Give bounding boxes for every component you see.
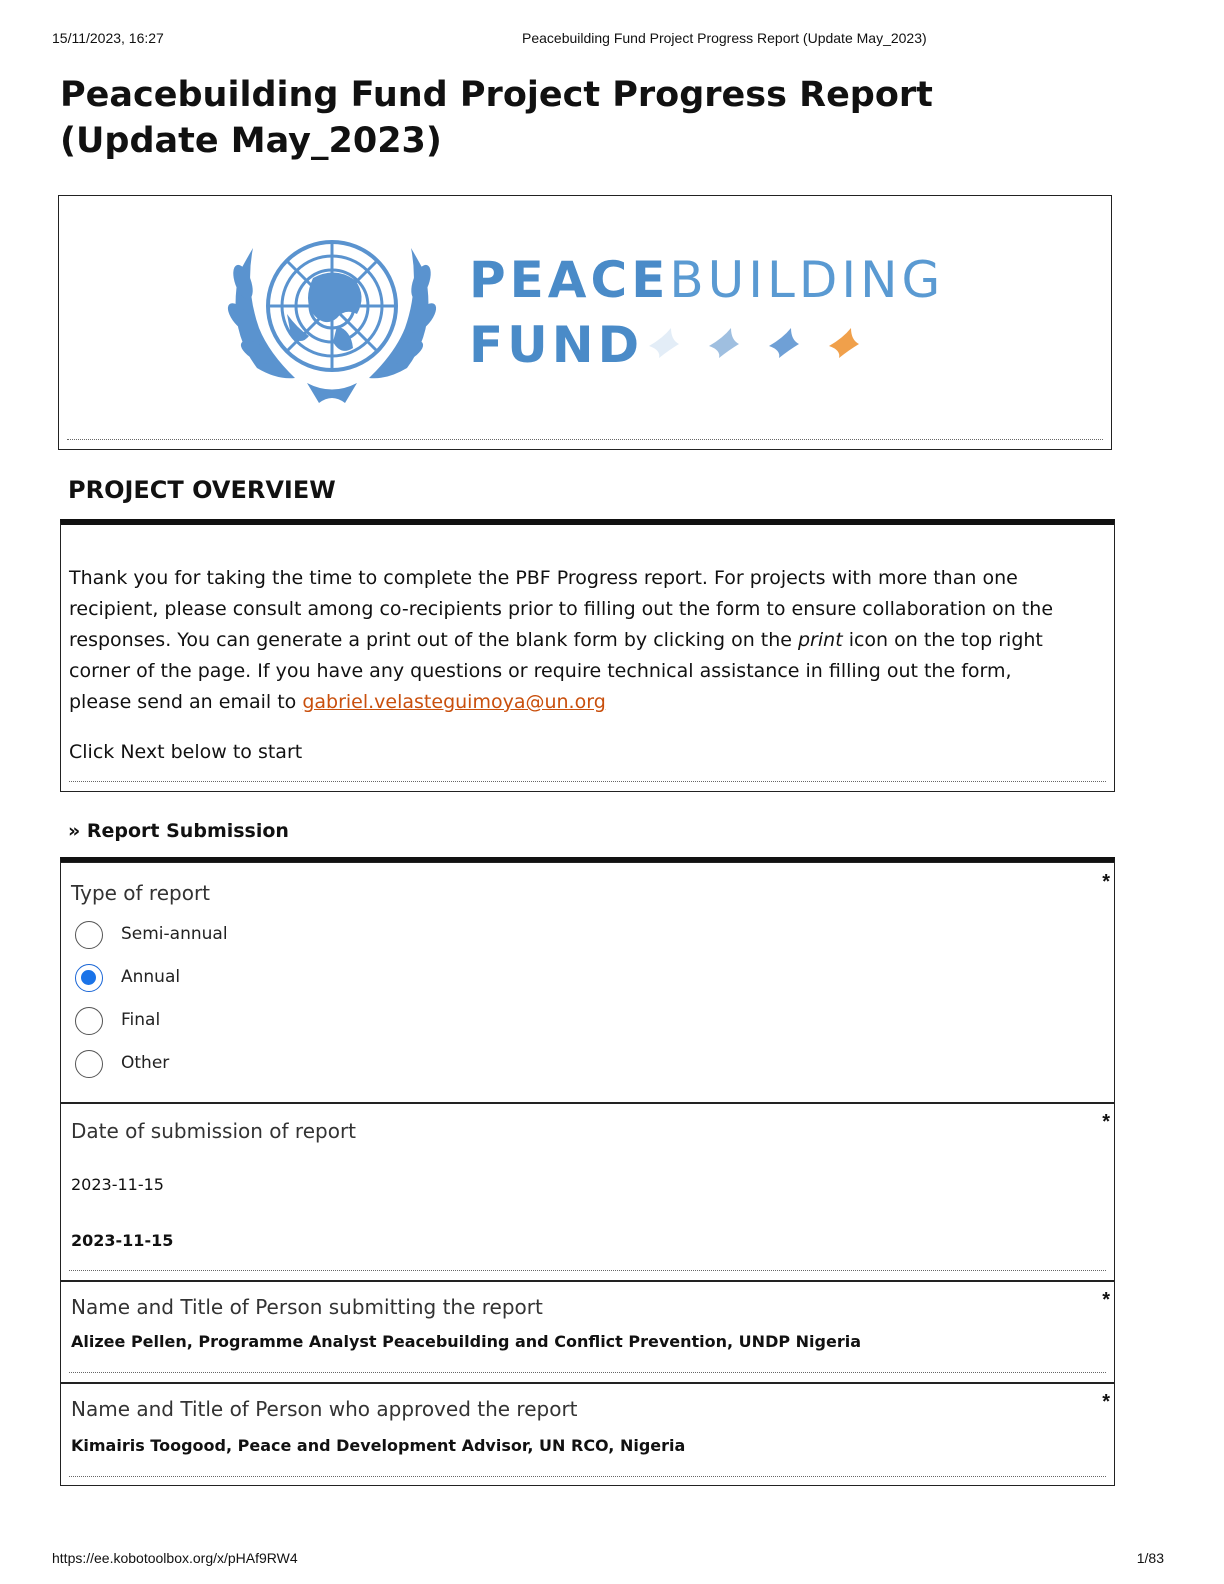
question-report-type (60, 862, 1115, 1104)
option-label: Other (121, 1053, 170, 1073)
page-number: 1/83 (1136, 1550, 1164, 1566)
un-emblem-icon (217, 218, 447, 408)
option-label: Annual (121, 967, 181, 987)
logo-building: BUILDING (669, 251, 945, 309)
question-submitter (60, 1280, 1115, 1384)
print-doc-title: Peacebuilding Fund Project Progress Report (Update May_2023) (522, 30, 927, 46)
print-datetime: 15/11/2023, 16:27 (52, 30, 164, 46)
approver-value[interactable]: Kimairis Toogood, Peace and Development Advisor, UN RCO, Nigeria (71, 1436, 686, 1455)
overview-text-part1: Thank you for taking the time to complete the PBF Progress report. For projects with more than one recipient, please consult among co-recipients prior to filling out the form to ensure collaboration on the responses. You can generate a print out of the blank form by clicking on the (69, 567, 1054, 651)
divider (69, 1270, 1106, 1271)
logo-wordmark-fund: FUND (469, 316, 644, 374)
start-instruction: Click Next below to start (69, 741, 303, 763)
print-word: print (798, 629, 843, 651)
print-header (52, 30, 1172, 50)
divider (67, 439, 1103, 440)
radio-other[interactable] (75, 1050, 103, 1078)
required-marker: * (1102, 1289, 1110, 1311)
option-label: Final (121, 1010, 161, 1030)
date-label: Date of submission of report (71, 1119, 357, 1143)
required-marker: * (1102, 1391, 1110, 1413)
divider (69, 1476, 1106, 1477)
logo-panel (58, 195, 1112, 450)
divider (69, 1372, 1106, 1373)
overview-text (69, 563, 1059, 718)
print-footer (52, 1550, 1172, 1570)
submission-heading: » Report Submission (68, 820, 289, 842)
radio-annual[interactable] (75, 964, 103, 992)
radio-final[interactable] (75, 1007, 103, 1035)
date-value-confirm: 2023-11-15 (71, 1231, 174, 1250)
print-url: https://ee.kobotoolbox.org/x/pHAf9RW4 (52, 1550, 298, 1566)
report-type-label: Type of report (71, 881, 211, 905)
question-approver (60, 1382, 1115, 1486)
date-value[interactable]: 2023-11-15 (71, 1175, 164, 1194)
required-marker: * (1102, 871, 1110, 893)
logo-wordmark-line1 (469, 251, 944, 309)
support-email-link[interactable]: gabriel.velasteguimoya@un.org (302, 691, 606, 713)
divider (69, 781, 1106, 782)
option-label: Semi-annual (121, 924, 228, 944)
overview-text-part2: icon on the top right corner of the page. If you have any questions or require technical assistance in filling out the form, please send an email to (69, 629, 1043, 713)
doves-icon (649, 324, 879, 364)
form-title: Peacebuilding Fund Project Progress Report (Update May_2023) (60, 75, 933, 161)
approver-label: Name and Title of Person who approved the report (71, 1397, 578, 1421)
logo-peace: PEACE (469, 251, 670, 309)
question-submission-date (60, 1102, 1115, 1282)
overview-section (60, 519, 1115, 792)
required-marker: * (1102, 1111, 1110, 1133)
submitter-value[interactable]: Alizee Pellen, Programme Analyst Peacebuilding and Conflict Prevention, UNDP Nigeria (71, 1332, 861, 1351)
overview-heading: PROJECT OVERVIEW (68, 476, 336, 504)
submitter-label: Name and Title of Person submitting the report (71, 1295, 543, 1319)
radio-semi-annual[interactable] (75, 921, 103, 949)
